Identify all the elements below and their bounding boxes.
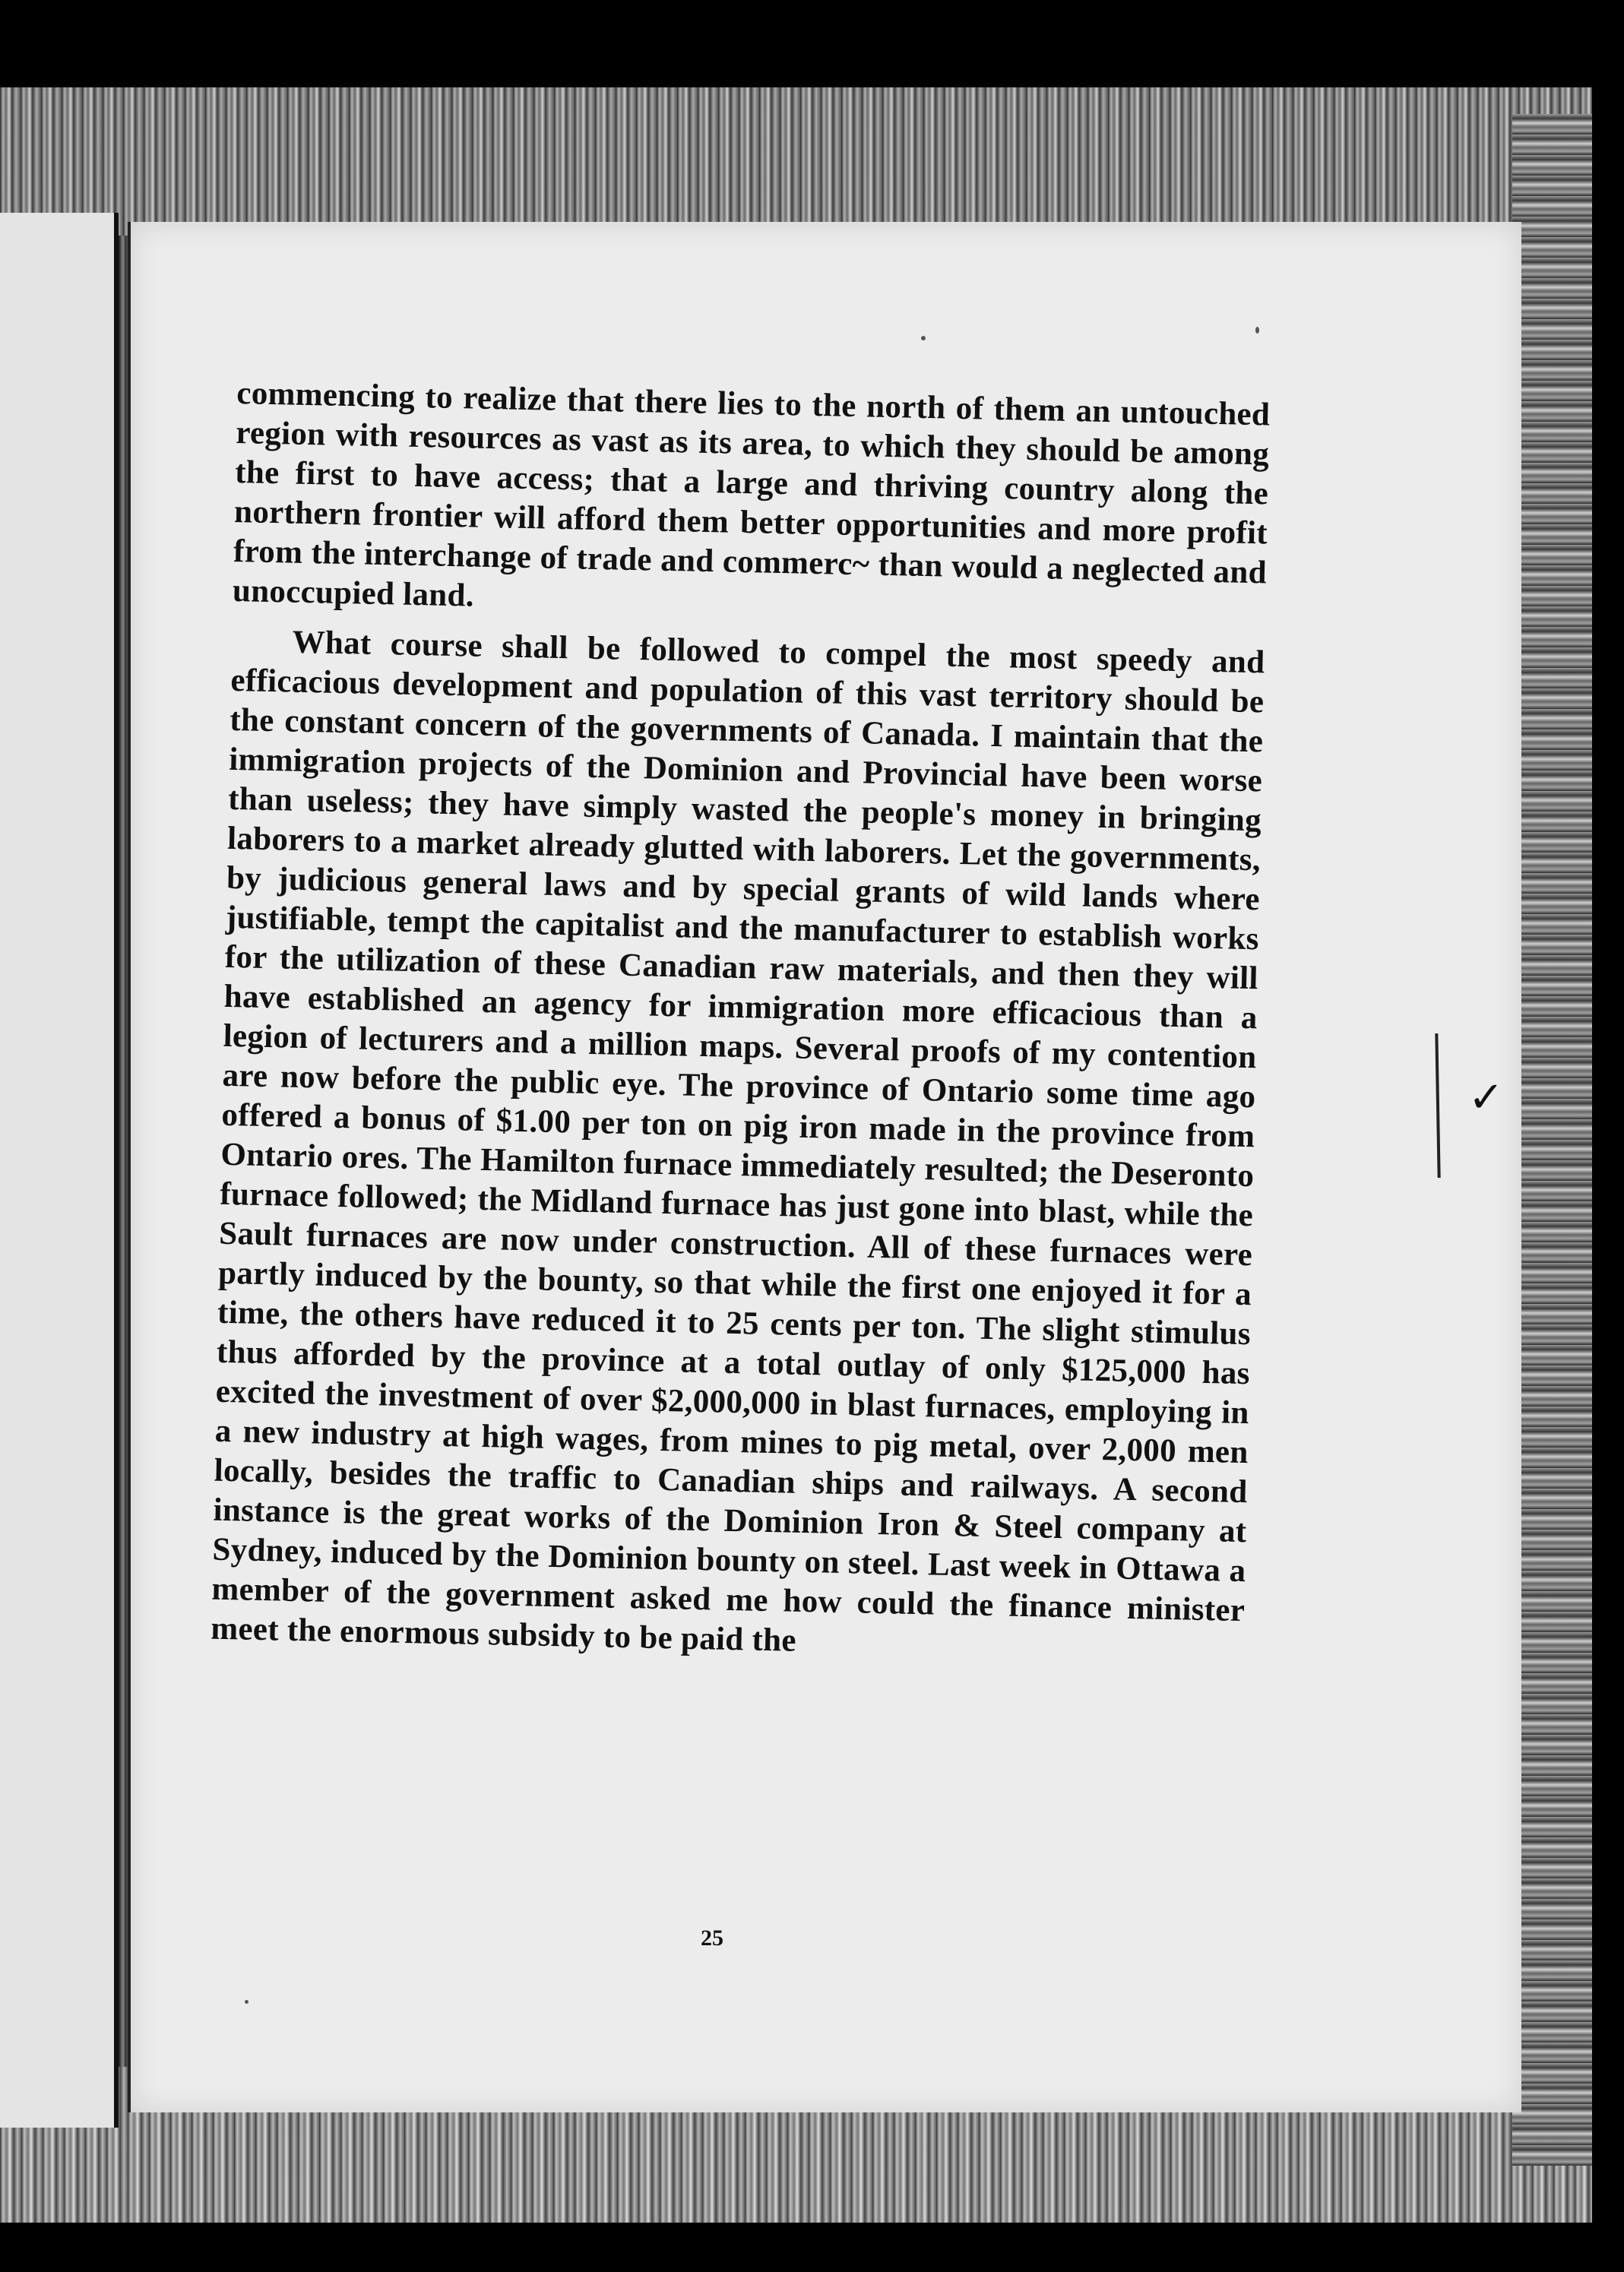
paragraph-1: commencing to realize that there lies to the north of them an untouched region with resources as vast as its area, to which they should be among the first to have access; that a large and thriving country along the northern frontier will afford them better opportunities and more profit from the interchange of trade and commerc~ than would a neglected and unoccupied land. xyxy=(232,375,1271,614)
page-text-area xyxy=(210,374,1271,1659)
body-text xyxy=(211,374,1271,1670)
checkmark-icon: ✓ xyxy=(1468,1073,1504,1122)
dust-speck xyxy=(921,336,926,340)
book-page xyxy=(128,222,1521,2112)
margin-line-mark xyxy=(1435,1033,1440,1178)
film-border-right xyxy=(1592,0,1624,2272)
dust-speck xyxy=(245,2000,249,2004)
paragraph-2: What course shall be followed to compel the most speedy and efficacious development and population of this vast territory should be the constant concern of the governments of Canada. I maintain that the immigration projects of the Dominion and Provincial have been worse than useless; they have simply wasted the people's money in bringing laborers to a market already glutted with laborers. Let the governments, by judicious general laws and by special grants of wild lands where justifiable, tempt the capitalist and the manufacturer to establish works for the utilization of these Canadian raw materials, and then they will have established an agency for immigration more efficacious than a legion of lecturers and a million maps. Several proofs of my contention are now before the public eye. The province of Ontario some time ago offered a bonus of $1.00 per ton on pig iron made in the province from Ontario ores. The Hamilton furnace immediately resulted; the Deseronto furnace followed; the Midland furnace has just gone into blast, while the Sault furnaces are now under construction. All of these furnaces were partly induced by the bounty, so that while the first one enjoyed it for a time, the others have reduced it to 25 cents per ton. The slight stimulus thus afforded by the province at a total outlay of only $125,000 has excited the investment of over $2,000,000 in blast furnaces, employing in a new industry at high wages, from mines to pig metal, over 2,000 men locally, besides the traffic to Canadian ships and railways. A second instance is the great works of the Dominion Iron & Steel company at Sydney, induced by the Dominion bounty on steel. Last week in Ottawa a member of the government asked me how could the finance minister meet the enormous subsidy to be paid the xyxy=(210,624,1265,1659)
frame-top-band xyxy=(0,84,1624,236)
dust-speck xyxy=(1255,327,1259,334)
film-border-bottom xyxy=(0,2223,1624,2272)
facing-page-edge xyxy=(0,213,119,2128)
film-border-top xyxy=(0,0,1624,87)
page-number: 25 xyxy=(701,1926,723,1951)
